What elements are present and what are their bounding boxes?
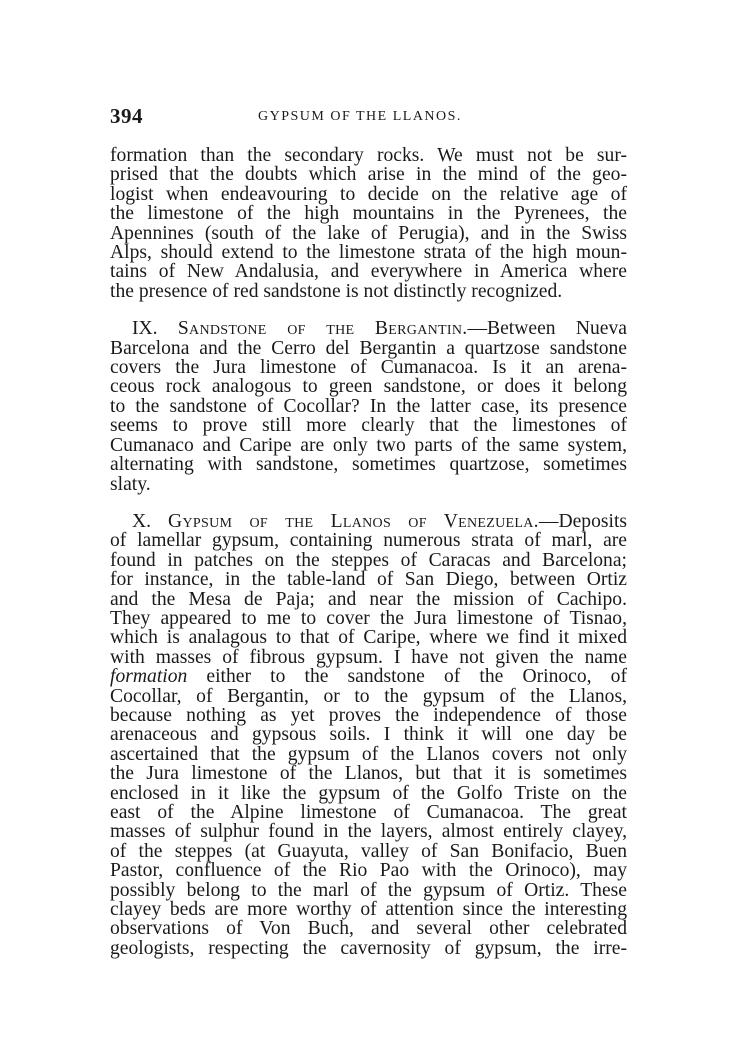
- text-line: Cocollar, of Bergantin, or to the gypsum of the Llanos,: [110, 685, 627, 707]
- text-line: slaty.: [110, 473, 151, 495]
- running-head: [110, 104, 630, 128]
- text-line: with masses of fibrous gypsum. I have not given the name: [110, 646, 627, 668]
- text-line: for instance, in the table-land of San Diego, between Ortiz: [110, 569, 627, 591]
- text-line: Barcelona and the Cerro del Bergantin a quartzose sandstone: [110, 337, 627, 359]
- text-fragment: —Deposits: [538, 510, 628, 532]
- text-line: They appeared to me to cover the Jura limestone of Tisnao,: [110, 607, 627, 629]
- text-line: found in patches on the steppes of Caracas and Barcelona;: [110, 549, 627, 571]
- text-line: alternating with sandstone, sometimes quartzose, sometimes: [110, 454, 627, 476]
- text-line: covers the Jura limestone of Cumanacoa. Is it an arena-: [110, 357, 627, 379]
- section-number: X.: [132, 510, 152, 532]
- text-line: Cumanaco and Caripe are only two parts of the same system,: [110, 434, 627, 456]
- section-heading-line: [110, 319, 627, 338]
- text-line: of lamellar gypsum, containing numerous strata of marl, are: [110, 530, 627, 552]
- text-line: the presence of red sandstone is not distinctly recognized.: [110, 280, 563, 302]
- text-line: east of the Alpine limestone of Cumanacoa. The great: [110, 802, 627, 823]
- section-heading-line: [110, 512, 627, 531]
- text-line: formation than the secondary rocks. We must not be sur-: [110, 145, 627, 166]
- text-line: observations of Von Buch, and several other celebrated: [110, 918, 627, 940]
- text-line: the Jura limestone of the Llanos, but that it is sometimes: [110, 763, 627, 785]
- text-line: to the sandstone of Cocollar? In the latter case, its presence: [110, 395, 627, 417]
- text-line: which is analagous to that of Caripe, where we find it mixed: [110, 627, 627, 649]
- text-line: ceous rock analogous to green sandstone, or does it belong: [110, 376, 627, 398]
- text-line: the limestone of the high mountains in the Pyrenees, the: [110, 203, 627, 225]
- text-line: seems to prove still more clearly that the limestones of: [110, 415, 627, 437]
- body-text: [110, 146, 627, 958]
- text-line-with-italic: [110, 667, 627, 686]
- text-line: of the steppes (at Guayuta, valley of San Bonifacio, Buen: [110, 840, 627, 862]
- text-line: masses of sulphur found in the layers, almost entirely clayey,: [110, 821, 627, 843]
- text-line: clayey beds are more worthy of attention since the interesting: [110, 899, 627, 921]
- text-line: ascertained that the gypsum of the Llanos covers not only: [110, 743, 627, 765]
- paragraph-continuation: [110, 146, 627, 301]
- text-fragment: —Between Nueva: [467, 318, 627, 340]
- section-number: IX.: [132, 318, 158, 340]
- page-number: 394: [110, 104, 143, 128]
- text-fragment: either to the sandstone of the Orinoco, of: [187, 666, 627, 688]
- text-line: because nothing as yet proves the independence of those: [110, 704, 627, 726]
- text-line: Alps, should extend to the limestone strata of the high moun-: [110, 242, 627, 264]
- text-line: enclosed in it like the gypsum of the Golfo Triste on the: [110, 782, 627, 804]
- section-x-gypsum-of-the-llanos: [110, 512, 627, 958]
- text-line: geologists, respecting the cavernosity of gypsum, the irre-: [110, 937, 627, 959]
- text-line: Apennines (south of the lake of Perugia), and in the Swiss: [110, 222, 627, 244]
- section-title: Gypsum of the Llanos of Venezuela.: [168, 510, 539, 532]
- text-line: arenaceous and gypsous soils. I think it will one day be: [110, 724, 627, 746]
- section-ix-sandstone-of-the-bergantin: [110, 319, 627, 494]
- italic-term: formation: [110, 666, 188, 688]
- section-title: Sandstone of the Bergantin.: [177, 318, 468, 340]
- running-title: GYPSUM OF THE LLANOS.: [258, 109, 462, 124]
- text-line: Pastor, confluence of the Rio Pao with the Orinoco), may: [110, 860, 627, 882]
- text-line: possibly belong to the marl of the gypsum of Ortiz. These: [110, 879, 627, 901]
- text-line: tains of New Andalusia, and everywhere in America where: [110, 261, 627, 283]
- text-line: logist when endeavouring to decide on the relative age of: [110, 183, 627, 205]
- text-line: and the Mesa de Paja; and near the mission of Cachipo.: [110, 588, 627, 610]
- text-line: prised that the doubts which arise in the mind of the geo-: [110, 164, 627, 186]
